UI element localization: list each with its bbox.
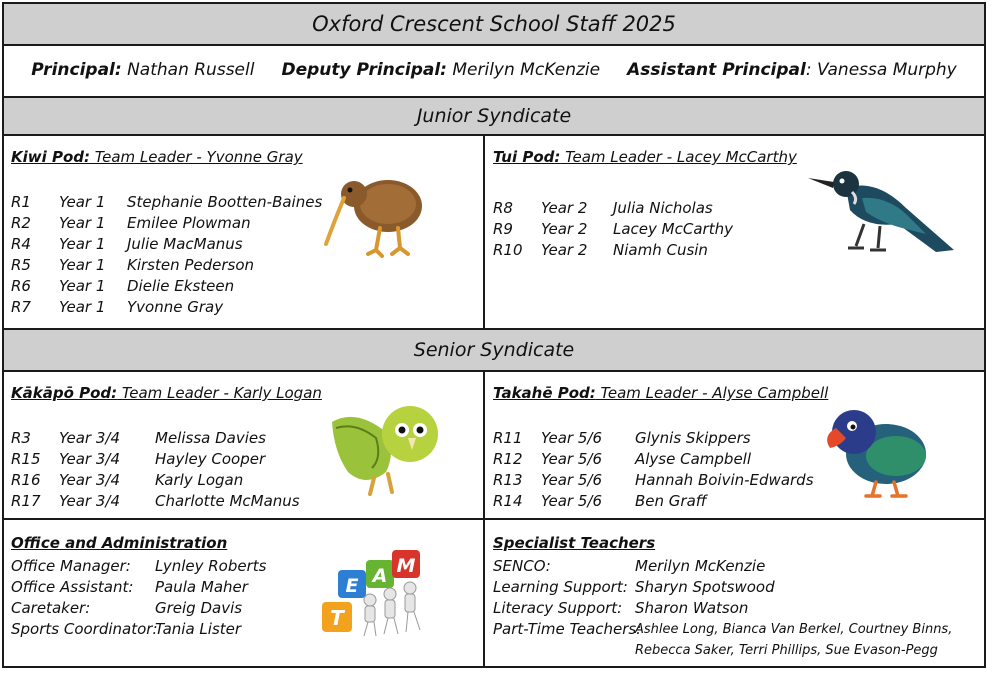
room-number: R11	[493, 429, 523, 447]
year-level: Year 3/4	[59, 471, 121, 489]
role-label: Literacy Support:	[493, 599, 623, 617]
takahe-pod-title	[493, 384, 828, 402]
teacher-name: Emilee Plowman	[127, 214, 251, 232]
kiwi-bird-icon	[322, 164, 432, 264]
year-level: Year 5/6	[541, 429, 603, 447]
year-level: Year 1	[59, 214, 106, 232]
teacher-name: Julie MacManus	[127, 235, 243, 253]
year-level: Year 3/4	[59, 429, 121, 447]
team-blocks-icon	[318, 548, 438, 638]
junior-syndicate-heading: Junior Syndicate	[4, 98, 984, 136]
room-number: R15	[11, 450, 41, 468]
staff-name: Sharyn Spotswood	[635, 578, 775, 596]
staff-name: Paula Maher	[155, 578, 248, 596]
kiwi-pod-label: Kiwi Pod:	[11, 148, 91, 166]
kakapo-pod-label: Kākāpō Pod:	[11, 384, 118, 402]
room-number: R5	[11, 256, 31, 274]
teacher-name: Julia Nicholas	[613, 199, 713, 217]
teacher-name: Lacey McCarthy	[613, 220, 733, 238]
deputy-name: Merilyn McKenzie	[452, 60, 601, 80]
bottom-divider	[483, 520, 485, 666]
office-section	[4, 520, 484, 666]
role-label: Caretaker:	[11, 599, 91, 617]
year-level: Year 1	[59, 298, 106, 316]
specialists-heading: Specialist Teachers	[493, 534, 656, 552]
year-level: Year 5/6	[541, 450, 603, 468]
year-level: Year 3/4	[59, 450, 121, 468]
teacher-name: Glynis Skippers	[635, 429, 751, 447]
assistant-name: : Vanessa Murphy	[805, 60, 957, 80]
teacher-name: Melissa Davies	[155, 429, 266, 447]
senior-syndicate-heading: Senior Syndicate	[4, 330, 984, 372]
kiwi-pod	[4, 136, 484, 330]
tui-pod-title	[493, 148, 797, 166]
staff-name: Greig Davis	[155, 599, 243, 617]
tui-bird-icon	[806, 158, 956, 254]
team-letter-a: A	[372, 565, 388, 587]
room-number: R10	[493, 241, 523, 259]
room-number: R2	[11, 214, 31, 232]
takahe-team-leader: Team Leader - Alyse Campbell	[595, 384, 829, 402]
room-number: R13	[493, 471, 523, 489]
room-number: R6	[11, 277, 31, 295]
role-label: Learning Support:	[493, 578, 628, 596]
teacher-name: Hannah Boivin-Edwards	[635, 471, 814, 489]
part-time-label: Part-Time Teachers:	[493, 620, 642, 638]
role-label: Sports Coordinator:	[11, 620, 158, 638]
kiwi-pod-title	[11, 148, 303, 166]
staff-name: Sharon Watson	[635, 599, 749, 617]
principal-label: Principal:	[31, 60, 122, 80]
room-number: R7	[11, 298, 31, 316]
room-number: R16	[11, 471, 41, 489]
year-level: Year 2	[541, 220, 588, 238]
page-title: Oxford Crescent School Staff 2025	[4, 4, 984, 46]
year-level: Year 1	[59, 277, 106, 295]
kiwi-team-leader: Team Leader - Yvonne Gray	[90, 148, 303, 166]
room-number: R14	[493, 492, 523, 510]
room-number: R3	[11, 429, 31, 447]
role-label: Office Manager:	[11, 557, 131, 575]
staff-sheet	[2, 2, 986, 668]
principal-name: Nathan Russell	[127, 60, 255, 80]
kakapo-team-leader: Team Leader - Karly Logan	[117, 384, 322, 402]
teacher-name: Kirsten Pederson	[127, 256, 255, 274]
part-time-names-line1: Ashlee Long, Bianca Van Berkel, Courtney Binns,	[635, 622, 953, 637]
year-level: Year 1	[59, 256, 106, 274]
role-label: SENCO:	[493, 557, 551, 575]
room-number: R9	[493, 220, 513, 238]
office-heading: Office and Administration	[11, 534, 228, 552]
staff-name: Tania Lister	[155, 620, 242, 638]
team-letter-t: T	[330, 606, 344, 630]
team-letter-m: M	[396, 555, 416, 577]
part-time-names-line2: Rebecca Saker, Terri Phillips, Sue Evason-Pegg	[635, 643, 938, 658]
staff-name: Lynley Roberts	[155, 557, 267, 575]
room-number: R12	[493, 450, 523, 468]
room-number: R17	[11, 492, 41, 510]
teacher-name: Charlotte McManus	[155, 492, 300, 510]
teacher-name: Niamh Cusin	[613, 241, 708, 259]
kakapo-bird-icon	[326, 402, 446, 498]
year-level: Year 2	[541, 199, 588, 217]
kakapo-pod-title	[11, 384, 322, 402]
takahe-pod	[486, 372, 984, 520]
tui-pod	[486, 136, 984, 330]
leadership-row	[4, 46, 984, 98]
tui-pod-label: Tui Pod:	[493, 148, 561, 166]
takahe-pod-label: Takahē Pod:	[493, 384, 596, 402]
year-level: Year 5/6	[541, 471, 603, 489]
specialists-section	[486, 520, 984, 666]
room-number: R1	[11, 193, 31, 211]
teacher-name: Hayley Cooper	[155, 450, 266, 468]
teacher-name: Stephanie Bootten-Baines	[127, 193, 323, 211]
teacher-name: Karly Logan	[155, 471, 244, 489]
year-level: Year 1	[59, 193, 106, 211]
tui-team-leader: Team Leader - Lacey McCarthy	[560, 148, 797, 166]
teacher-name: Alyse Campbell	[635, 450, 752, 468]
role-label: Office Assistant:	[11, 578, 134, 596]
senior-divider	[483, 372, 485, 518]
staff-name: Merilyn McKenzie	[635, 557, 766, 575]
deputy-label: Deputy Principal:	[281, 60, 447, 80]
assistant-label: Assistant Principal	[627, 60, 806, 80]
room-number: R4	[11, 235, 31, 253]
room-number: R8	[493, 199, 513, 217]
teacher-name: Yvonne Gray	[127, 298, 224, 316]
kakapo-pod	[4, 372, 484, 520]
year-level: Year 3/4	[59, 492, 121, 510]
junior-divider	[483, 136, 485, 330]
year-level: Year 5/6	[541, 492, 603, 510]
takahe-bird-icon	[822, 402, 942, 498]
year-level: Year 2	[541, 241, 588, 259]
teacher-name: Ben Graff	[635, 492, 707, 510]
teacher-name: Dielie Eksteen	[127, 277, 235, 295]
team-letter-e: E	[345, 575, 359, 597]
year-level: Year 1	[59, 235, 106, 253]
